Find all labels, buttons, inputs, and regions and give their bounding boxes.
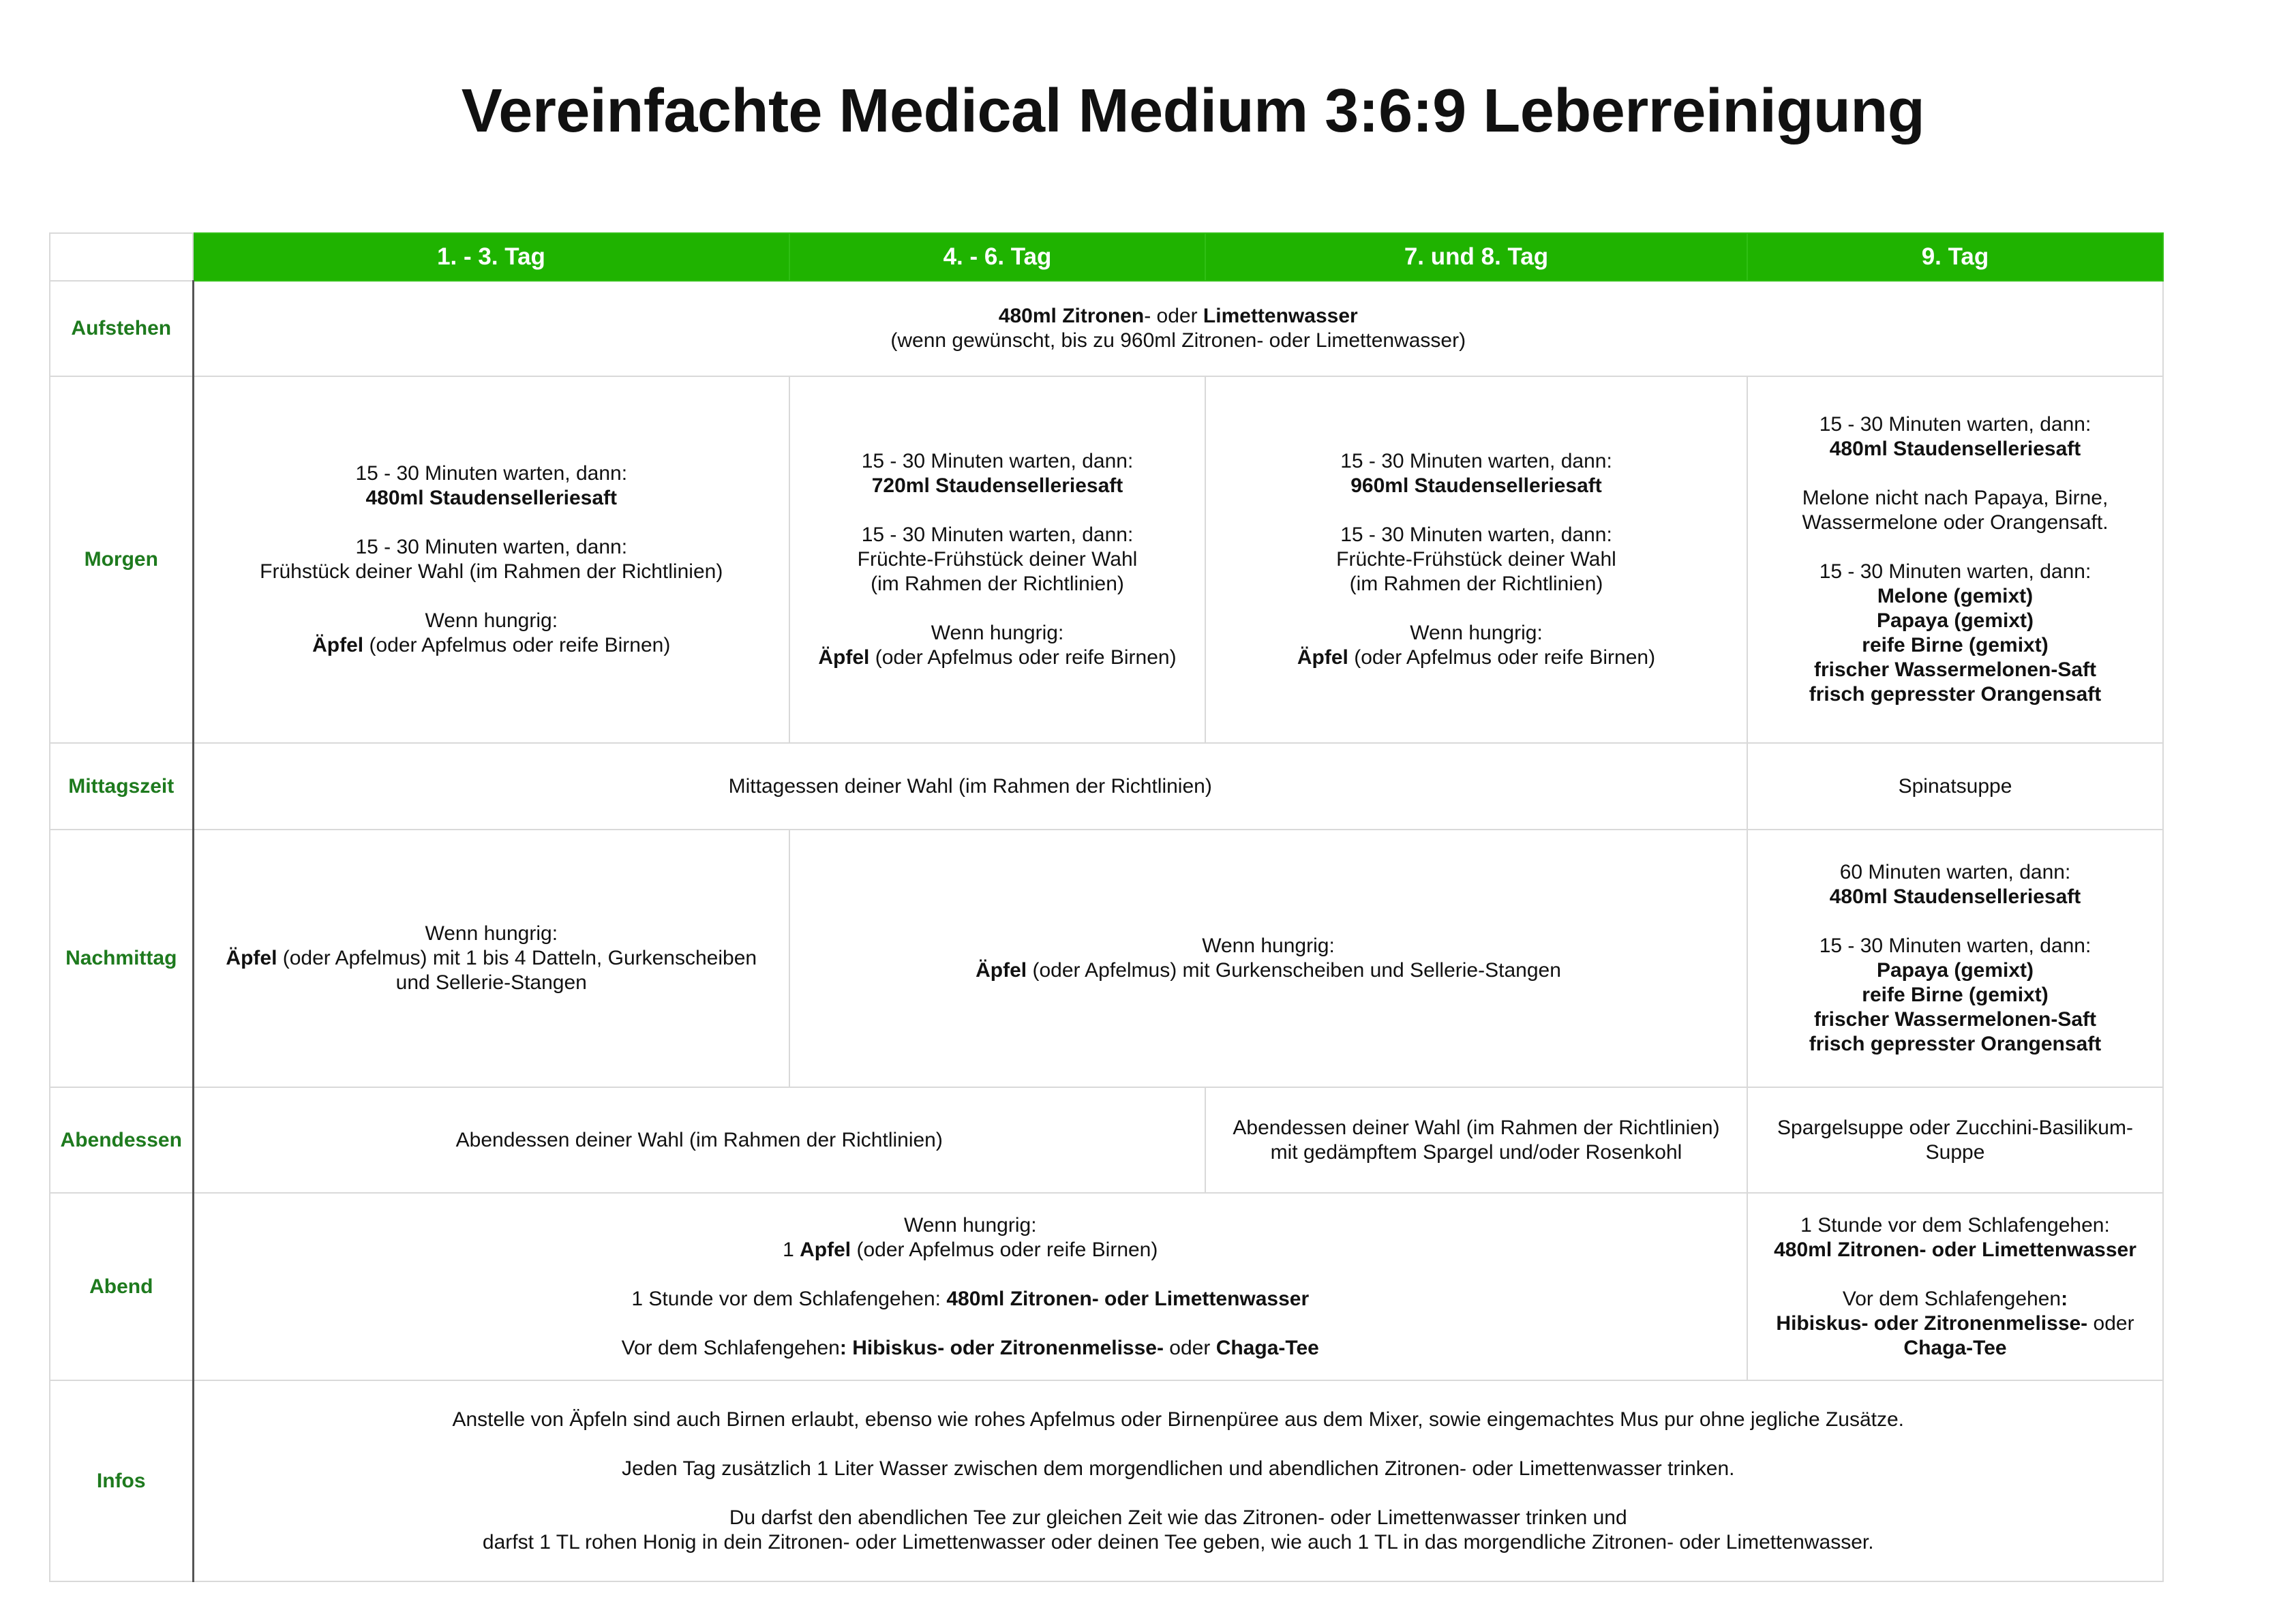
row-aufstehen — [50, 281, 2163, 376]
mittagszeit-day-1-8: Mittagessen deiner Wahl (im Rahmen der Richtlinien) — [193, 743, 1747, 830]
column-header-day-1-3: 1. - 3. Tag — [193, 233, 789, 281]
row-mittagszeit — [50, 743, 2163, 830]
row-label-morgen: Morgen — [50, 376, 193, 743]
abend-day-1-8: Wenn hungrig: 1 Apfel (oder Apfelmus oder reife Birnen) 1 Stunde vor dem Schlafengehen: 480ml Zitronen- oder Limettenwasser Vor dem Schlafengehen: Hibiskus- oder Zitronenmelisse- oder Chaga-Tee — [193, 1193, 1747, 1380]
aufstehen-all-days: 480ml Zitronen- oder Limettenwasser (wenn gewünscht, bis zu 960ml Zitronen- oder Limettenwasser) — [193, 281, 2163, 376]
column-header-day-9: 9. Tag — [1747, 233, 2163, 281]
infos-text: Anstelle von Äpfeln sind auch Birnen erlaubt, ebenso wie rohes Apfelmus oder Birnenpüree aus dem Mixer, sowie eingemachtes Mus pur ohne jegliche Zusätze. Jeden Tag zusätzlich 1 Liter Wasser zwischen dem morgendlichen und abendlichen Zitronen- oder Limettenwasser trinken. Du darfst den abendlichen Tee zur gleichen Zeit wie das Zitronen- oder Limettenwasser trinken und darfst 1 TL rohen Honig in dein Zitronen- oder Limettenwasser oder deinen Tee geben, wie auch 1 TL in das morgendliche Zitronen- oder Limettenwasser. — [193, 1380, 2163, 1581]
row-label-abend: Abend — [50, 1193, 193, 1380]
column-header-day-7-8: 7. und 8. Tag — [1205, 233, 1747, 281]
header-corner — [50, 233, 193, 281]
morgen-day-9: 15 - 30 Minuten warten, dann: 480ml Staudenselleriesaft Melone nicht nach Papaya, Birne, Wassermelone oder Orangensaft. 15 - 30 Minuten warten, dann: Melone (gemixt) Papaya (gemixt) reife Birne (gemixt) frischer Wassermelonen-Saft frisch gepresster Orangensaft — [1747, 376, 2163, 743]
abendessen-day-7-8: Abendessen deiner Wahl (im Rahmen der Richtlinien) mit gedämpftem Spargel und/oder Rosenkohl — [1205, 1087, 1747, 1193]
column-header-day-4-6: 4. - 6. Tag — [789, 233, 1205, 281]
abend-day-9: 1 Stunde vor dem Schlafengehen: 480ml Zitronen- oder Limettenwasser Vor dem Schlafengehen: Hibiskus- oder Zitronenmelisse- oder Chaga-Tee — [1747, 1193, 2163, 1380]
abendessen-day-1-6: Abendessen deiner Wahl (im Rahmen der Richtlinien) — [193, 1087, 1205, 1193]
row-label-abendessen: Abendessen — [50, 1087, 193, 1193]
page-title: Vereinfachte Medical Medium 3:6:9 Leberreinigung — [461, 77, 1925, 145]
row-abend — [50, 1193, 2163, 1380]
mittagszeit-day-9: Spinatsuppe — [1747, 743, 2163, 830]
row-nachmittag — [50, 830, 2163, 1087]
row-abendessen — [50, 1087, 2163, 1193]
row-label-aufstehen: Aufstehen — [50, 281, 193, 376]
morgen-day-1-3: 15 - 30 Minuten warten, dann: 480ml Staudenselleriesaft 15 - 30 Minuten warten, dann: Frühstück deiner Wahl (im Rahmen der Richtlinien) Wenn hungrig: Äpfel (oder Apfelmus oder reife Birnen) — [193, 376, 789, 743]
morgen-day-7-8: 15 - 30 Minuten warten, dann: 960ml Staudenselleriesaft 15 - 30 Minuten warten, dann: Früchte-Frühstück deiner Wahl (im Rahmen der Richtlinien) Wenn hungrig: Äpfel (oder Apfelmus oder reife Birnen) — [1205, 376, 1747, 743]
nachmittag-day-1-3: Wenn hungrig: Äpfel (oder Apfelmus) mit 1 bis 4 Datteln, Gurkenscheiben und Sellerie-Stangen — [193, 830, 789, 1087]
row-infos — [50, 1380, 2163, 1581]
nachmittag-day-9: 60 Minuten warten, dann: 480ml Staudenselleriesaft 15 - 30 Minuten warten, dann: Papaya (gemixt) reife Birne (gemixt) frischer Wassermelonen-Saft frisch gepresster Orangensaft — [1747, 830, 2163, 1087]
schedule-table — [49, 232, 2164, 1582]
row-label-nachmittag: Nachmittag — [50, 830, 193, 1087]
morgen-day-4-6: 15 - 30 Minuten warten, dann: 720ml Staudenselleriesaft 15 - 30 Minuten warten, dann: Früchte-Frühstück deiner Wahl (im Rahmen der Richtlinien) Wenn hungrig: Äpfel (oder Apfelmus oder reife Birnen) — [789, 376, 1205, 743]
nachmittag-day-4-8: Wenn hungrig: Äpfel (oder Apfelmus) mit Gurkenscheiben und Sellerie-Stangen — [789, 830, 1747, 1087]
row-morgen — [50, 376, 2163, 743]
header-row — [50, 233, 2163, 281]
row-label-mittagszeit: Mittagszeit — [50, 743, 193, 830]
abendessen-day-9: Spargelsuppe oder Zucchini-Basilikum- Suppe — [1747, 1087, 2163, 1193]
row-label-infos: Infos — [50, 1380, 193, 1581]
